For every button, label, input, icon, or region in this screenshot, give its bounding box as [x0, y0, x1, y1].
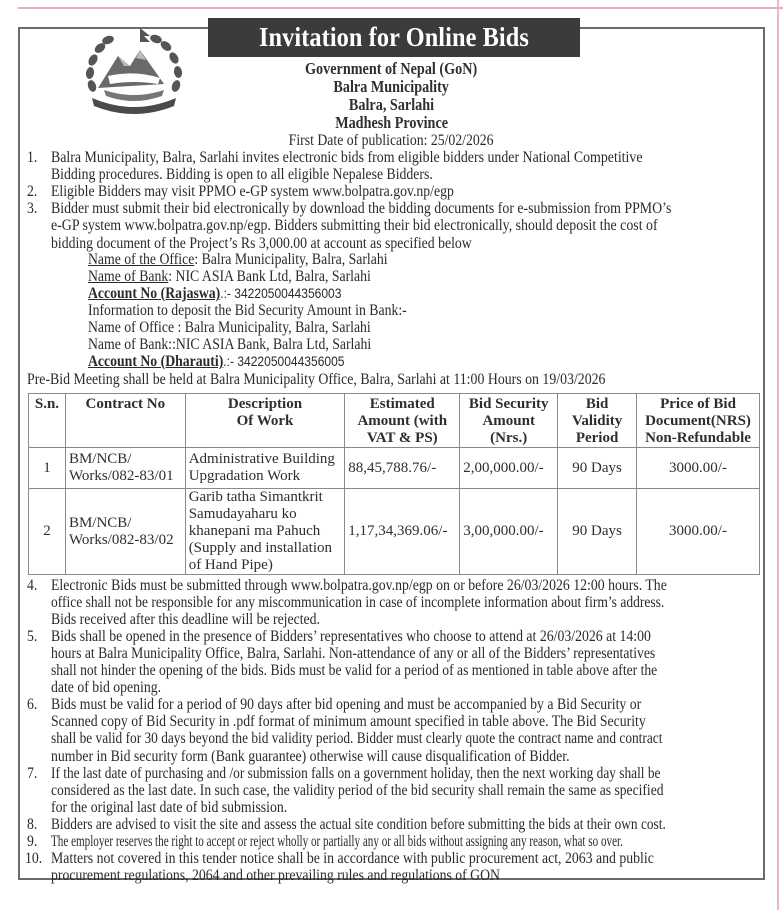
security-bank-line: Name of Bank::NIC ASIA Bank, Balra Ltd, Sarlahi — [88, 336, 372, 353]
table-header-cell: Description Of Work — [185, 394, 345, 448]
clause-line: Bids shall be opened in the presence of Bidders’ representatives who choose to attend at 26/03/2026 at 14:00 — [51, 628, 651, 646]
clause-number: 5. — [27, 628, 38, 646]
table-header-row — [29, 394, 760, 448]
clause-number: 1. — [27, 149, 38, 166]
publication-date: First Date of publication: 25/02/2026 — [289, 132, 494, 149]
bids-table — [28, 393, 760, 575]
security-office-line: Name of Office : Balra Municipality, Balra, Sarlahi — [88, 319, 371, 336]
header-municipality: Balra Municipality — [333, 77, 450, 96]
clause-line: for the original last date of bid submission. — [51, 798, 288, 816]
header-location: Balra, Sarlahi — [348, 95, 435, 114]
clause-line: Eligible Bidders may visit PPMO e-GP system www.bolpatra.gov.np/egp — [51, 183, 454, 201]
clause-line: date of bid opening. — [51, 679, 162, 697]
clause-line: Scanned copy of Bid Security in .pdf format of minimum amount specified in table above. The Bid Security — [51, 713, 646, 731]
cell-bid-security: 2,00,000.00/- — [460, 448, 558, 489]
table-header-cell: Bid Validity Period — [558, 394, 637, 448]
cell-contract-no: BM/NCB/ Works/082-83/02 — [65, 489, 185, 575]
cell-description: Administrative Building Upgradation Work — [185, 448, 345, 489]
table-header-cell: Estimated Amount (with VAT & PS) — [345, 394, 460, 448]
table-header-cell: Bid Security Amount (Nrs.) — [460, 394, 558, 448]
clause-line: hours at Balra Municipality Office, Balra, Sarlahi. Non-attendance of any or all of the Bidders’ representatives — [51, 645, 656, 663]
security-intro-line: Information to deposit the Bid Security Amount in Bank:- — [88, 302, 407, 319]
clause-line: Balra Municipality, Balra, Sarlahi invites electronic bids from eligible bidders under National Competitive — [51, 149, 643, 166]
clause-line: Matters not covered in this tender notice shall be in accordance with public procurement act, 2063 and public — [51, 849, 654, 867]
page-top-rule — [18, 7, 783, 9]
clause-line: office shall not be responsible for any miscommunication in case of incomplete information about firm’s address. — [51, 594, 665, 612]
cell-price: 3000.00/- — [637, 489, 760, 575]
table-row — [29, 448, 760, 489]
account-rajaswa-line: Account No (Rajaswa).:- 3422050044356003 — [88, 285, 342, 302]
clause-line: Bids received after this deadline will be rejected. — [51, 611, 320, 629]
cell-price: 3000.00/- — [637, 448, 760, 489]
clause-line: The employer reserves the right to accept or reject wholly or partially any or all bids without assigning any reason, what so over. — [51, 832, 623, 850]
clause-number: 9. — [27, 832, 38, 850]
clause-line: procurement regulations, 2064 and other prevailing rules and regulations of GON — [51, 866, 500, 884]
table-header-cell: S.n. — [29, 394, 66, 448]
table-header-cell: Contract No — [65, 394, 185, 448]
clause-line: shall be valid for 30 days beyond the bid validity period. Bidder must clearly quote the contract name and contract — [51, 730, 663, 748]
clause-line: considered as the last date. In such case, the validity period of the bid security shall remain the same as specified — [51, 781, 664, 799]
cell-description: Garib tatha Simantkrit Samudayaharu ko khanepani ma Pahuch (Supply and installation of Hand Pipe) — [185, 489, 345, 575]
cell-estimated-amount: 88,45,788.76/- — [345, 448, 460, 489]
clause-number: 3. — [27, 200, 38, 218]
cell-estimated-amount: 1,17,34,369.06/- — [345, 489, 460, 575]
clause-number: 4. — [27, 577, 38, 594]
header-gov: Government of Nepal (GoN) — [305, 59, 478, 78]
cell-bid-security: 3,00,000.00/- — [460, 489, 558, 575]
clause-number: 10. — [25, 849, 43, 867]
clause-line: Bidding procedures. Bidding is open to all eligible Nepalese Bidders. — [51, 166, 433, 184]
clause-line: Electronic Bids must be submitted through www.bolpatra.gov.np/egp on or before 26/03/2026 12:00 hours. The — [51, 577, 667, 594]
clause-line: Bidder must submit their bid electronically by download the bidding documents for e-submission from PPMO’s — [51, 200, 672, 218]
cell-validity: 90 Days — [558, 489, 637, 575]
notice-title-banner — [208, 18, 580, 57]
clause-number: 6. — [27, 696, 38, 714]
clause-line: bidding document of the Project’s Rs 3,000.00 at account as specified below — [51, 234, 472, 252]
bank-office-line: Name of the Office: Balra Municipality, Balra, Sarlahi — [88, 251, 388, 268]
bank-name-line: Name of Bank: NIC ASIA Bank Ltd, Balra, Sarlahi — [88, 268, 371, 285]
clause-line: Bids must be valid for a period of 90 days after bid opening and must be accompanied by a Bid Security or — [51, 696, 642, 714]
account-dharauti-line: Account No (Dharauti).:- 3422050044356005 — [88, 353, 345, 370]
clause-line: number in Bid security form (Bank guarantee) otherwise will cause disqualification of Bidder. — [51, 747, 570, 765]
clause-line: shall not hinder the opening of the bids. Bids must be valid for a period of as mentioned in table above after the — [51, 662, 658, 680]
table-header-cell: Price of Bid Document(NRS) Non-Refundable — [637, 394, 760, 448]
cell-validity: 90 Days — [558, 448, 637, 489]
clause-number: 8. — [27, 815, 38, 833]
clause-number: 2. — [27, 183, 38, 201]
table-row — [29, 489, 760, 575]
clause-line: Bidders are advised to visit the site and assess the actual site condition before submitting the bids at their own cost. — [51, 815, 666, 833]
cell-sn: 1 — [29, 448, 66, 489]
clause-line: e-GP system www.bolpatra.gov.np/egp. Bidders submitting their bid electronically, should deposit the cost of — [51, 217, 658, 235]
header-province: Madhesh Province — [335, 113, 448, 132]
clause-number: 7. — [27, 764, 38, 782]
pre-bid-meeting: Pre-Bid Meeting shall be held at Balra Municipality Office, Balra, Sarlahi at 11:00 Hours on 19/03/2026 — [27, 371, 606, 388]
cell-sn: 2 — [29, 489, 66, 575]
clause-line: If the last date of purchasing and /or submission falls on a government holiday, then the next working day shall be — [51, 764, 661, 782]
notice-title: Invitation for Online Bids — [259, 22, 529, 52]
cell-contract-no: BM/NCB/ Works/082-83/01 — [65, 448, 185, 489]
